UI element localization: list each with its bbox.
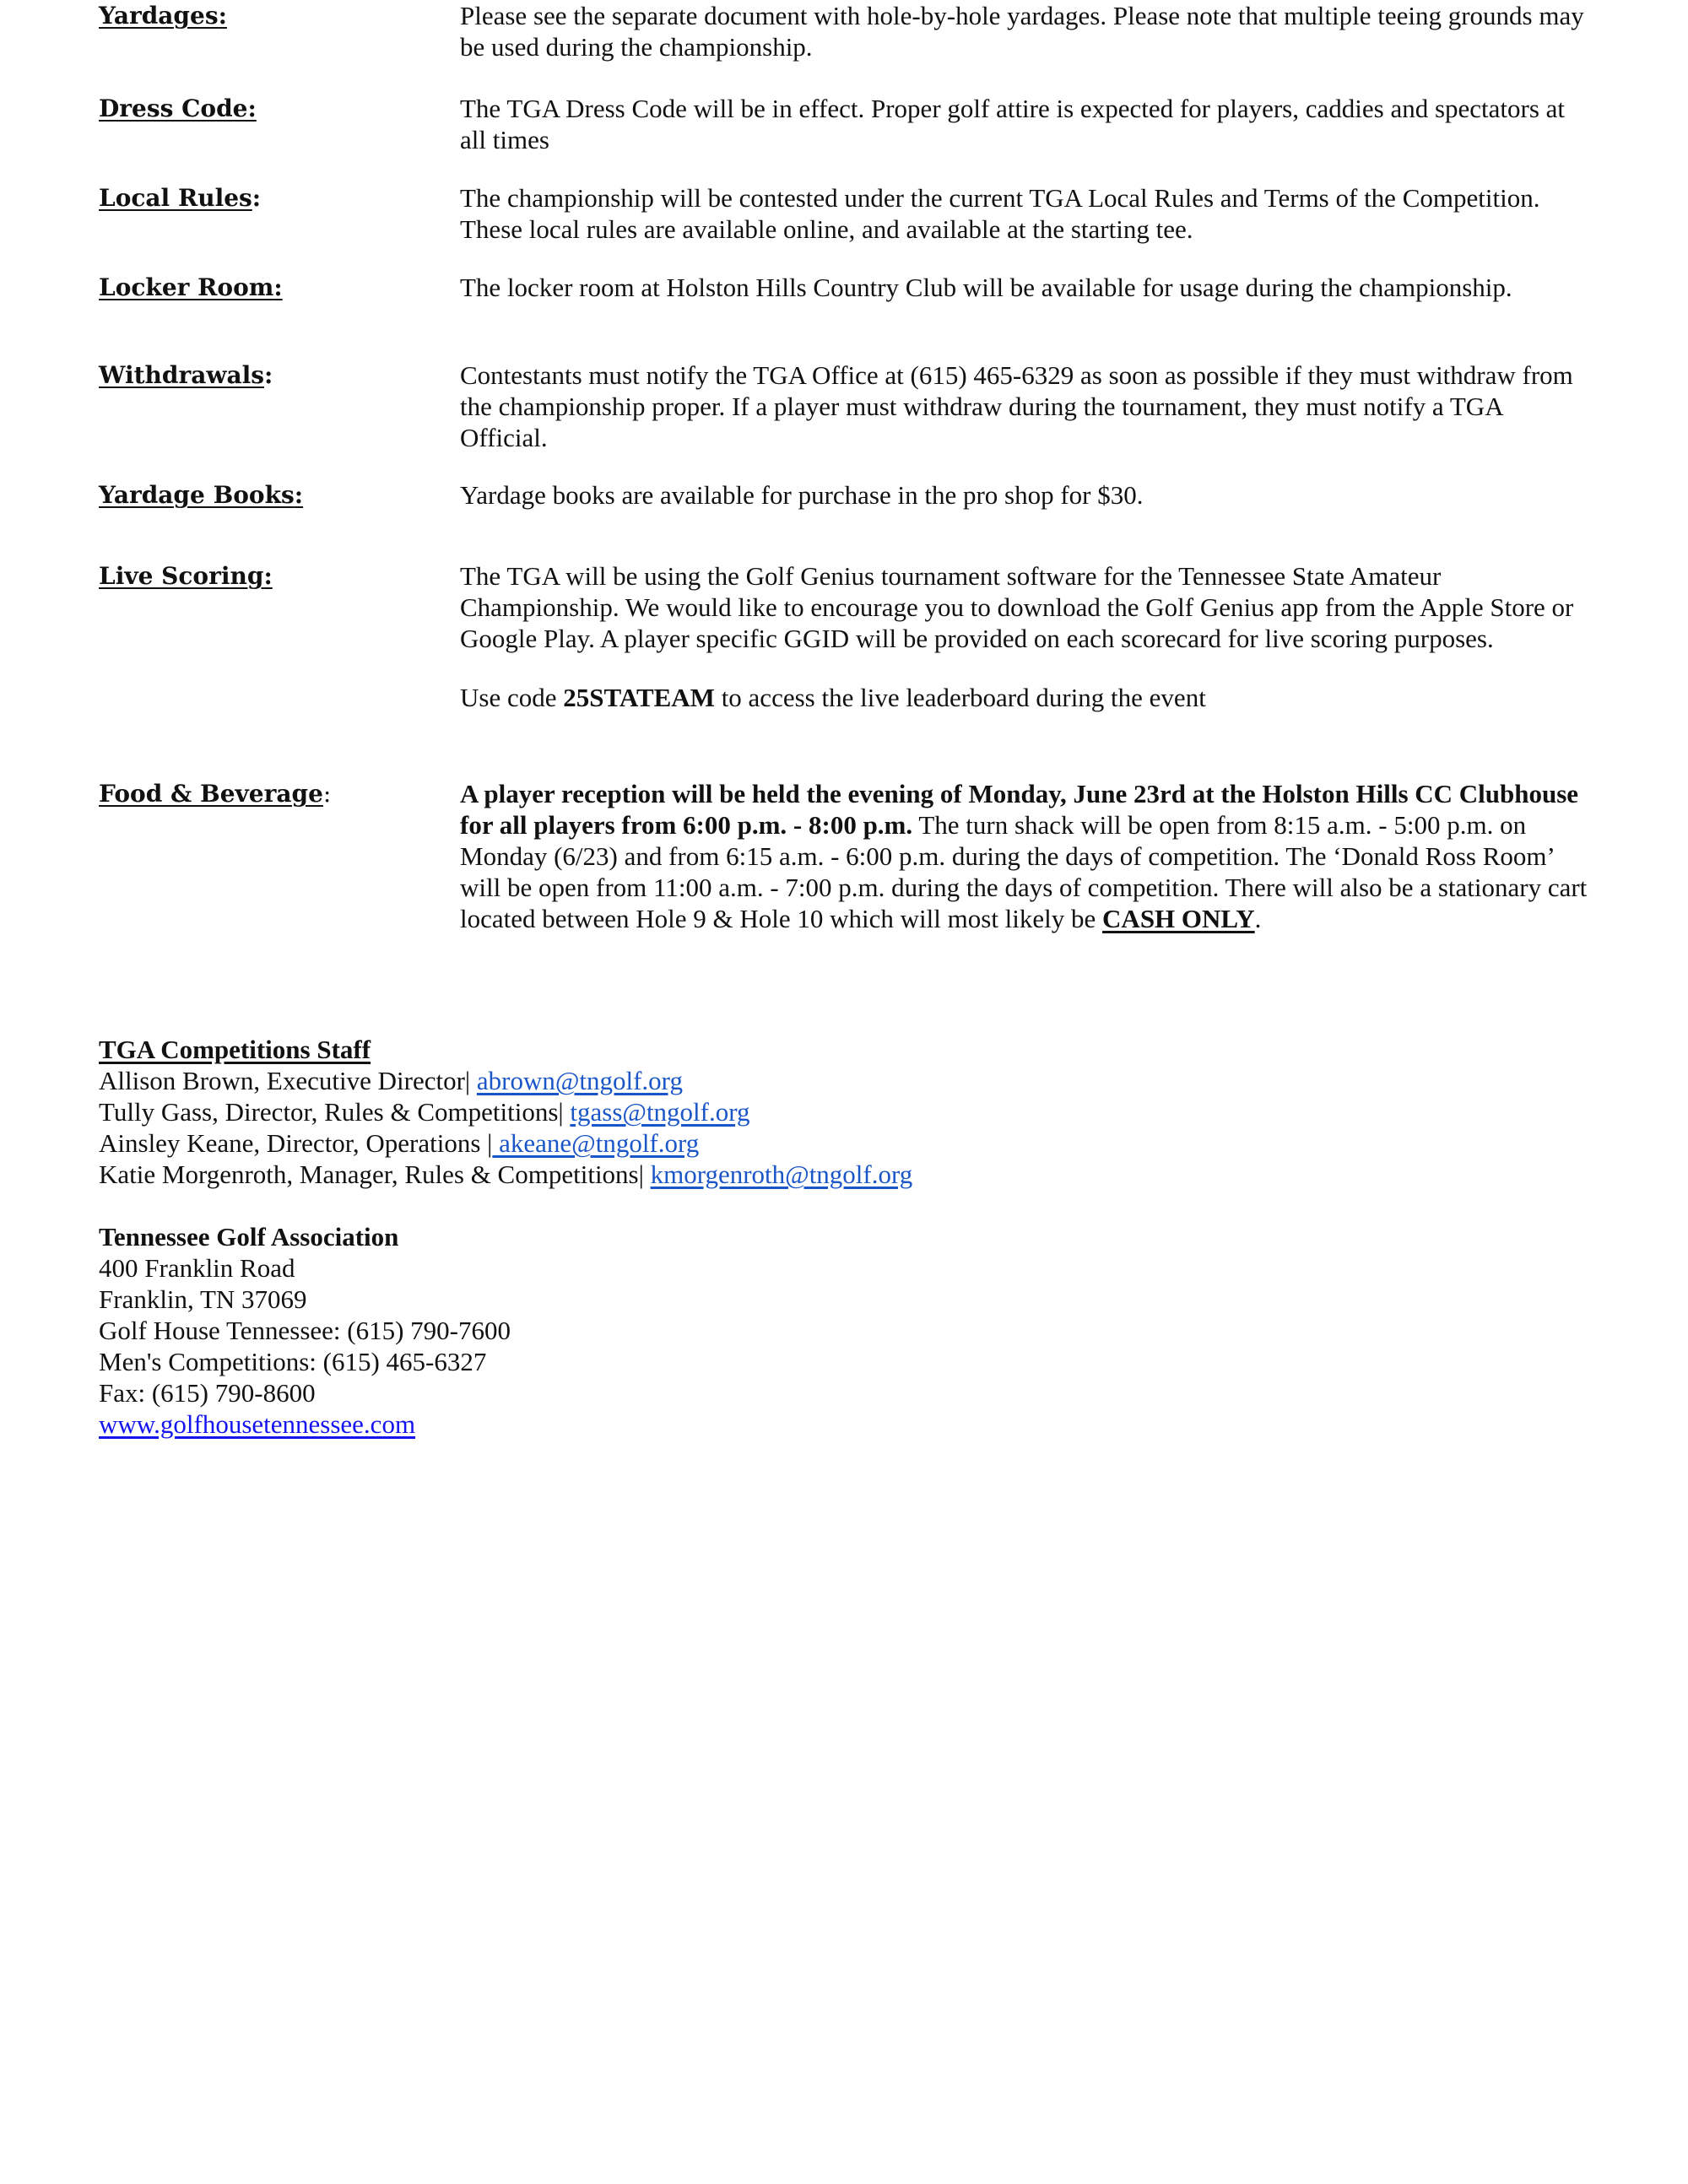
association-name: Tennessee Golf Association [99,1222,399,1251]
email-link[interactable]: kmorgenroth@tngolf.org [650,1160,913,1189]
address-line-1: 400 Franklin Road [99,1253,295,1283]
section-label: Yardage Books: [99,481,304,509]
section-label: Local Rules: [99,184,262,212]
staff-member: Tully Gass, Director, Rules & Competitions| tgass@tngolf.org [99,1097,750,1127]
email-link[interactable]: akeane@tngolf.org [492,1128,700,1158]
section-body: Contestants must notify the TGA Office at (615) 465-6329 as soon as possible if they must withdraw from the championship proper. If a player must withdraw during the tournament, they must notify a TGA Official. [460,360,1573,452]
address-line-2: Franklin, TN 37069 [99,1284,307,1314]
section-body: Please see the separate document with hole-by-hole yardages. Please note that multiple teeing grounds may be used during the championship. [460,1,1584,62]
email-link[interactable]: abrown@tngolf.org [476,1066,683,1095]
section-label: Live Scoring: [99,562,273,590]
leaderboard-code-line: Use code 25STATEAM to access the live leaderboard during the event [460,683,1206,712]
section-label: Yardages: [99,2,227,30]
staff-heading: TGA Competitions Staff [99,1035,371,1064]
section-body: The TGA Dress Code will be in effect. Proper golf attire is expected for players, caddies and spectators at all times [460,94,1566,154]
section-body: The TGA will be using the Golf Genius tournament software for the Tennessee State Amateur Championship. We would like to encourage you to download the Golf Genius app from the Apple Store or Google Play. A player specific GGID will be provided on each scorecard for live scoring purposes. Use code 25STATEAM to access the live leaderboard during the event [460,560,1591,713]
golf-house-phone: Golf House Tennessee: (615) 790-7600 [99,1316,511,1345]
section-body: The championship will be contested under the current TGA Local Rules and Terms of the Competition. These local rules are available online, and available at the starting tee. [460,183,1540,244]
section-body: The locker room at Holston Hills Country Club will be available for usage during the championship. [460,273,1512,302]
cash-only-notice: CASH ONLY [1102,904,1255,933]
section-body: A player reception will be held the evening of Monday, June 23rd at the Holston Hills CC Clubhouse for all players from 6:00 p.m. - 8:00 p.m. The turn shack will be open from 8:15 a.m. - 5:00 p.m. on Monday (6/23) and from 6:15 a.m. - 6:00 p.m. during the days of competition. The ‘Donald Ross Room’ will be open from 11:00 a.m. - 7:00 p.m. during the days of competition. There will also be a stationary cart located between Hole 9 & Hole 10 which will most likely be CASH ONLY. [460,779,1588,933]
mens-competitions-phone: Men's Competitions: (615) 465-6327 [99,1347,487,1376]
reception-announcement: A player reception will be held the evening of Monday, June 23rd at the Holston Hills CC Clubhouse for all players from 6:00 p.m. - 8:00 p.m. [460,779,1579,840]
staff-member: Katie Morgenroth, Manager, Rules & Competitions| kmorgenroth@tngolf.org [99,1160,913,1189]
section-body: Yardage books are available for purchase in the pro shop for $30. [460,480,1144,510]
staff-member: Allison Brown, Executive Director| abrown@tngolf.org [99,1066,683,1095]
email-link[interactable]: tgass@tngolf.org [570,1097,750,1127]
fax-number: Fax: (615) 790-8600 [99,1378,316,1408]
association-contact [99,1221,511,1440]
section-label: Dress Code: [99,95,257,122]
staff-contacts [99,1034,912,1190]
section-label: Locker Room: [99,273,283,301]
leaderboard-code: 25STATEAM [563,683,715,712]
section-label: Food & Beverage: [99,780,332,808]
section-label: Withdrawals: [99,361,273,389]
website-link[interactable]: www.golfhousetennessee.com [99,1409,416,1439]
staff-member: Ainsley Keane, Director, Operations | akeane@tngolf.org [99,1128,700,1158]
